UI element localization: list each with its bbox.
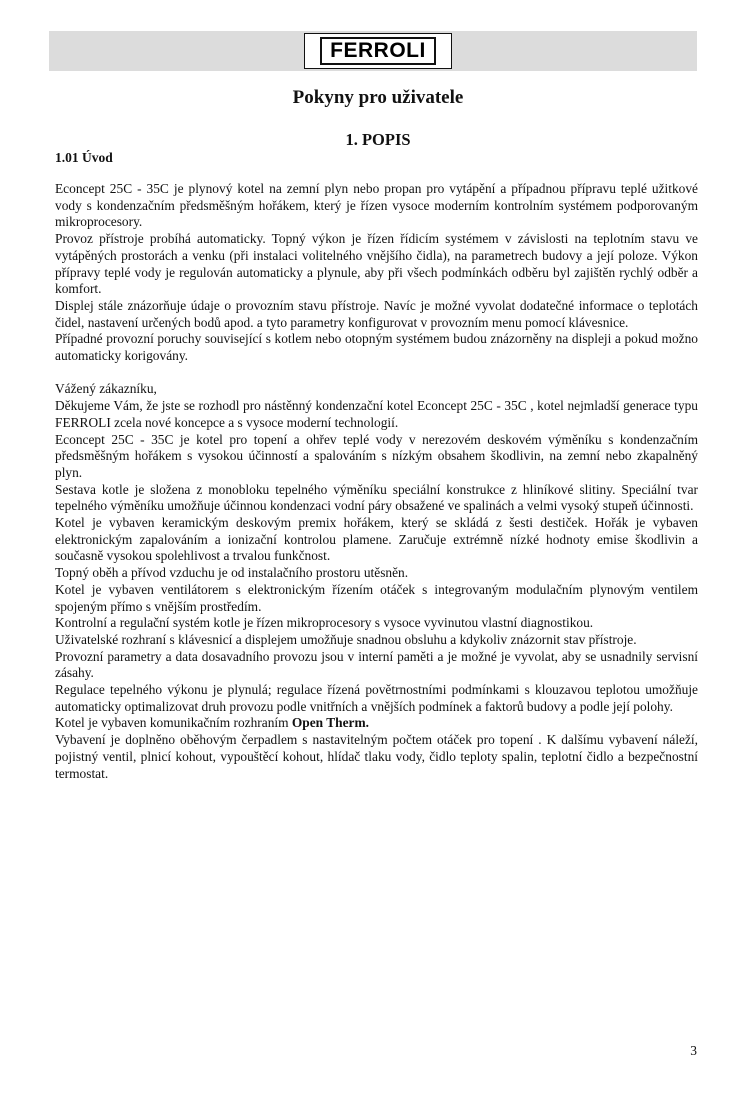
body-text [55, 181, 698, 782]
letter-paragraph: Regulace tepelného výkonu je plynulá; regulace řízená povětrnostními podmínkami s klouzavou teplotou umožňuje automaticky optimalizovat druh provozu podle vnitřních a vnějších podmínek a faktorů budovy a podle její polohy. [55, 682, 698, 714]
intro-paragraph: Econcept 25C - 35C je plynový kotel na zemní plyn nebo propan pro vytápění a případnou přípravu teplé užitkové vody s kondenzačním předsměšným hořákem, který je řízen vysoce moderním kontrolním systémem podporovaným mikroprocesory. [55, 181, 698, 230]
letter-paragraph: Econcept 25C - 35C je kotel pro topení a ohřev teplé vody v nerezovém deskovém výměníku s kondenzačním předsměšným hořákem s vysokou účinností a spalováním s nízkým obsahem škodlivin, na zemní nebo zkapalněný plyn. [55, 431, 698, 480]
section-title: 1. POPIS [345, 130, 411, 149]
last-paragraph: Vybavení je doplněno oběhovým čerpadlem s nastavitelným počtem otáček pro topení . K dalšímu vybavení náleží, pojistný ventil, plnicí kohout, vypouštěcí kohout, hlídač tlaku vody, čidlo teploty spalin, teplotní čidlo a bezpečnostní termostat. [55, 732, 698, 781]
intro-paragraph: Displej stále znázorňuje údaje o provozním stavu přístroje. Navíc je možné vyvolat dodatečné informace o teplotách čidel, nastavení určených bodů apod. a tyto parametry konfigurovat v provozním menu pomocí klávesnice. [55, 297, 698, 330]
logo-text: FERROLI [320, 37, 436, 65]
letter-paragraph: Provozní parametry a data dosavadního provozu jsou v interní paměti a je možné je vyvolat, aby se usnadnily servisní zásahy. [55, 648, 698, 681]
letter-paragraph: Kontrolní a regulační systém kotle je řízen mikroprocesory s vysoce vyvinutou vlastní diagnostikou. [55, 615, 594, 631]
page-number: 3 [690, 1043, 697, 1058]
intro-paragraph: Případné provozní poruchy související s kotlem nebo otopným systémem budou znázorněny na displeji a pokud možno automaticky korigovány. [55, 331, 698, 364]
letter-paragraph: Sestava kotle je složena z monobloku tepelného výměníku speciální konstrukce z hliníkové slitiny. Speciální tvar tepelného výměníku umožňuje účinnou kondenzaci vodní páry obsažené ve spalinách a velmi vysoký stupeň účinnosti. [55, 481, 698, 514]
comm-bold: Open Therm. [291, 715, 370, 731]
letter-paragraph: Uživatelské rozhraní s klávesnicí a displejem umožňuje snadnou obsluhu a kdykoliv znázornit stav přístroje. [55, 631, 637, 647]
subsection-title: 1.01 Úvod [55, 150, 113, 165]
comm-prefix: Kotel je vybaven komunikačním rozhraním [55, 715, 292, 731]
ferroli-logo [304, 33, 452, 69]
comm-paragraph [55, 715, 698, 732]
paragraph-spacer [55, 365, 698, 382]
letter-paragraph: Topný oběh a přívod vzduchu je od instalačního prostoru utěsněn. [55, 565, 409, 581]
letter-paragraph: Kotel je vybaven keramickým deskovým premix hořákem, který se skládá z šesti destiček. Hořák je vybaven elektronickým zapalováním a ionizační kontrolou plamene. Zaručuje extrémně nízké hodnoty emise škodlivin a současně vysokou spolehlivost a trvalou funkčnost. [55, 515, 698, 564]
letter-paragraph: Děkujeme Vám, že jste se rozhodl pro nástěnný kondenzační kotel Econcept 25C - 35C , kotel nejmladší generace typu FERROLI zcela nové koncepce a s vysoce moderní technologií. [55, 398, 698, 430]
intro-paragraph: Provoz přístroje probíhá automaticky. Topný výkon je řízen řídicím systémem v závislosti na teplotním stavu ve vytápěných prostorách a venku (při instalaci volitelného vnějšího čidla), na parametrech budovy a její poloze. Výkon přípravy teplé vody je regulován automaticky a plynule, aby při všech podmínkách odběru byl zajištěn rychlý odběr a komfort. [55, 231, 698, 297]
letter-paragraph: Vážený zákazníku, [55, 381, 157, 397]
page-title: Pokyny pro uživatele [292, 87, 464, 108]
letter-paragraph: Kotel je vybaven ventilátorem s elektronickým řízením otáček s integrovaným modulačním plynovým ventilem spojeným přímo s vnějším prostředím. [55, 581, 698, 614]
